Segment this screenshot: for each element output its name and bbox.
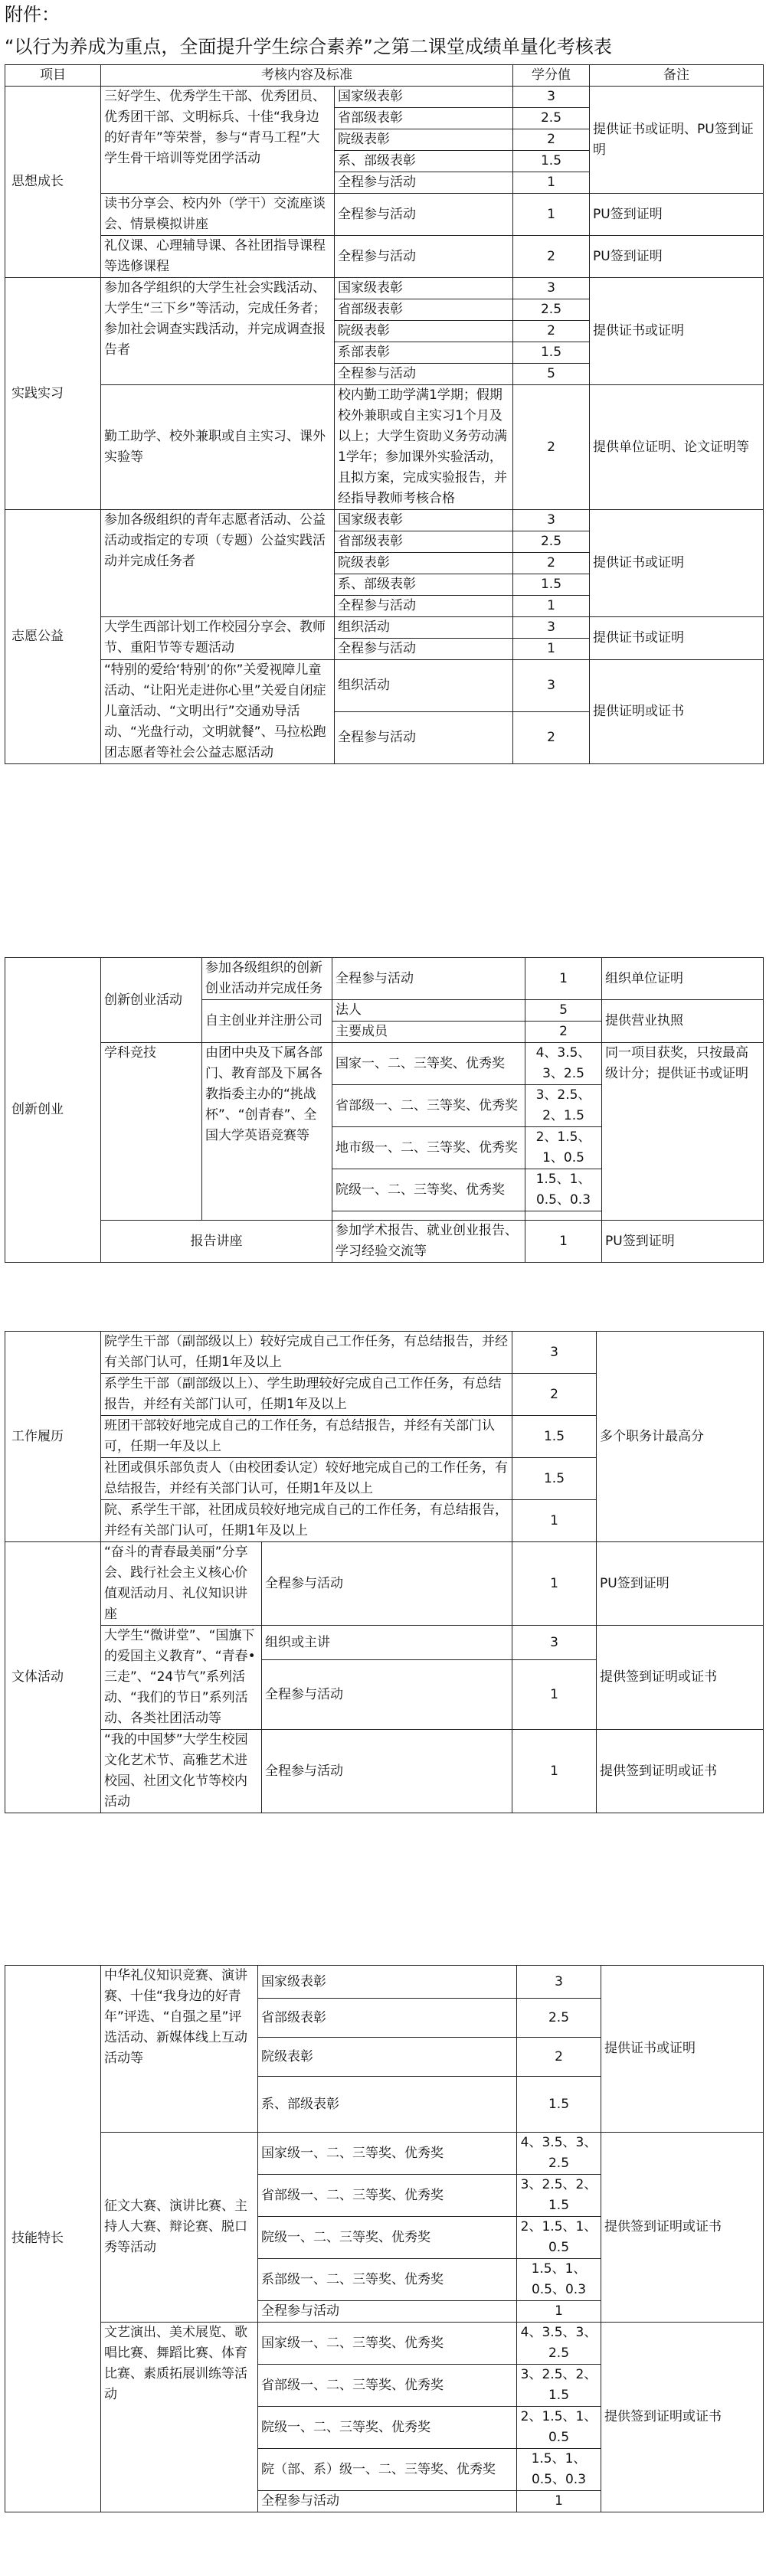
level-cell: 组织活动: [335, 617, 513, 639]
note-cell: 提供证明或证书: [590, 660, 764, 764]
assessment-table-part-3: [5, 1331, 764, 1813]
credit-cell: 1.5: [513, 151, 590, 172]
level-cell: 组织活动: [335, 660, 513, 712]
table-row: [5, 87, 764, 108]
category-shijian: 实践实习: [5, 278, 101, 510]
content-cell: 中华礼仪知识竞赛、演讲赛、十佳“我身边的好青年”评选、“自强之星”评选活动、新媒体线上互动活动等: [101, 1966, 258, 2133]
note-cell: 多个职务计最高分: [597, 1332, 764, 1542]
header-note: 备注: [590, 65, 764, 87]
level-cell: 法人: [332, 1000, 525, 1022]
content-cell: “我的中国梦”大学生校园文化艺术节、高雅艺术进校园、社团文化节等校内活动: [101, 1730, 262, 1813]
credit-cell: 1.5: [513, 342, 590, 364]
credit-cell: 1: [512, 1730, 597, 1813]
credit-cell: 1: [513, 172, 590, 194]
content-cell: 社团或俱乐部负责人（由校团委认定）较好地完成自己的工作任务，有总结报告，并经有关部门认可，任期1年及以上: [101, 1458, 512, 1500]
table-row: [5, 660, 764, 712]
level-cell: 国家级一、二、三等奖、优秀奖: [258, 2133, 517, 2175]
content-cell: 读书分享会、校内外（学干）交流座谈会、情景模拟讲座: [101, 194, 335, 236]
content-cell: 由团中央及下属各部门、教育部及下属各教指委主办的“挑战杯”、“创青春”、全国大学英语竞赛等: [202, 1043, 332, 1221]
level-cell: 系、部级表彰: [335, 574, 513, 596]
content-cell: 班团干部较好地完成自己的工作任务，有总结报告，并经有关部门认可，任期一年及以上: [101, 1416, 512, 1458]
credit-cell: 3: [513, 87, 590, 108]
content-cell: 院、系学生干部，社团成员较好地完成自己的工作任务，有总结报告，并经有关部门认可，任期1年及以上: [101, 1500, 512, 1542]
credit-cell: 3: [517, 1966, 601, 1999]
level-cell: 系、部级表彰: [258, 2077, 517, 2133]
credit-cell: 1.5、1、0.5、0.3: [517, 2449, 601, 2491]
credit-cell: 2.5: [513, 108, 590, 129]
content-cell: 参加各级组织的创新创业活动并完成任务: [202, 958, 332, 1000]
note-cell: 提供签到证明或证书: [601, 2323, 764, 2512]
credit-cell: 1: [525, 1221, 602, 1263]
level-cell: 全程参与活动: [335, 172, 513, 194]
table-row: [5, 617, 764, 639]
content-cell: 大学生西部计划工作校园分享会、教师节、重阳节等专题活动: [101, 617, 335, 660]
level-cell: 参加学术报告、就业创业报告、学习经验交流等: [332, 1221, 525, 1263]
table-row: [5, 1332, 764, 1374]
credit-cell: 3: [513, 510, 590, 531]
credit-cell: 5: [513, 364, 590, 385]
level-cell: 组织或主讲: [262, 1626, 512, 1660]
level-cell: 系、部级表彰: [335, 151, 513, 172]
note-cell: 组织单位证明: [602, 958, 764, 1000]
assessment-table-part-1: [5, 64, 764, 764]
header-project: 项目: [5, 65, 101, 87]
level-cell: 全程参与活动: [332, 958, 525, 1000]
content-cell: 自主创业并注册公司: [202, 1000, 332, 1043]
note-cell: PU签到证明: [590, 236, 764, 278]
table-row: [5, 1043, 764, 1085]
level-cell: 全程参与活动: [258, 2491, 517, 2512]
level-cell: 省部级一、二、三等奖、优秀奖: [258, 2175, 517, 2217]
credit-cell: 3、2.5、2、1.5: [517, 2175, 601, 2217]
content-cell: 院学生干部（副部级以上）较好完成自己工作任务，有总结报告，并经有关部门认可，任期1年及以上: [101, 1332, 512, 1374]
header-credit: 学分值: [513, 65, 590, 87]
level-cell: 国家级表彰: [258, 1966, 517, 1999]
table-row: [5, 236, 764, 278]
level-cell: 全程参与活动: [335, 596, 513, 617]
note-cell: 提供证书或证明: [601, 1966, 764, 2133]
credit-cell: 4、3.5、3、2.5: [517, 2323, 601, 2365]
note-cell: 提供签到证明或证书: [601, 2133, 764, 2323]
credit-cell-empty: [525, 1211, 602, 1221]
note-cell: PU签到证明: [597, 1542, 764, 1626]
content-cell: 勤工助学、校外兼职或自主实习、课外实验等: [101, 385, 335, 510]
credit-cell: 2.5: [513, 531, 590, 553]
level-cell: 省部级表彰: [335, 531, 513, 553]
level-cell: 院（部、系）级一、二、三等奖、优秀奖: [258, 2449, 517, 2491]
credit-cell: 4、3.5、3、2.5: [517, 2133, 601, 2175]
credit-cell: 2: [513, 553, 590, 574]
level-cell: 全程参与活动: [258, 2301, 517, 2323]
level-cell: 全程参与活动: [335, 364, 513, 385]
credit-cell: 2、1.5、1、0.5: [525, 1127, 602, 1169]
level-cell: 系部表彰: [335, 342, 513, 364]
credit-cell: 1: [512, 1660, 597, 1730]
level-cell: 国家一、二、三等奖、优秀奖: [332, 1043, 525, 1085]
level-cell: 院级表彰: [258, 2038, 517, 2077]
level-cell: 国家级一、二、三等奖、优秀奖: [258, 2323, 517, 2365]
table-row: [5, 1542, 764, 1626]
credit-cell: 3: [512, 1626, 597, 1660]
credit-cell: 4、3.5、3、2.5: [525, 1043, 602, 1085]
credit-cell: 1.5、1、0.5、0.3: [517, 2259, 601, 2301]
credit-cell: 1: [513, 596, 590, 617]
credit-cell: 1: [517, 2491, 601, 2512]
credit-cell: 3: [512, 1332, 597, 1374]
credit-cell: 3、2.5、2、1.5: [525, 1085, 602, 1127]
credit-cell: 2: [513, 129, 590, 151]
level-cell: 国家级表彰: [335, 278, 513, 299]
credit-cell: 2.5: [513, 299, 590, 321]
level-cell: 省部级一、二、三等奖、优秀奖: [258, 2365, 517, 2407]
credit-cell: 1: [512, 1500, 597, 1542]
level-cell: 系部级一、二、三等奖、优秀奖: [258, 2259, 517, 2301]
table-row: [5, 1626, 764, 1660]
content-cell: 礼仪课、心理辅导课、各社团指导课程等选修课程: [101, 236, 335, 278]
header-content: 考核内容及标准: [101, 65, 513, 87]
credit-cell: 2: [513, 236, 590, 278]
credit-cell: 1.5: [517, 2077, 601, 2133]
level-cell: 院级表彰: [335, 321, 513, 342]
category-sixiang: 思想成长: [5, 87, 101, 278]
content-cell: 三好学生、优秀学生干部、优秀团员、优秀团干部、文明标兵、十佳“我身边的好青年”等荣誉，参与“青马工程”大学生骨干培训等党团学活动: [101, 87, 335, 194]
credit-cell: 1.5: [512, 1458, 597, 1500]
credit-cell: 1: [517, 2301, 601, 2323]
table-row: [5, 1966, 764, 1999]
note-cell: 提供证书或证明: [590, 278, 764, 385]
level-cell-empty: [332, 1211, 525, 1221]
table-row: [5, 2323, 764, 2365]
note-cell: 提供单位证明、论文证明等: [590, 385, 764, 510]
table-row: [5, 278, 764, 299]
level-cell: 国家级表彰: [335, 87, 513, 108]
level-cell: 校内勤工助学满1学期；假期校外兼职或自主实习1个月及以上；大学生资助义务劳动满1学年；参加课外实验活动，且拟方案，完成实验报告，并经指导教师考核合格: [335, 385, 513, 510]
credit-cell: 3: [513, 660, 590, 712]
credit-cell: 1: [513, 639, 590, 660]
table-header-row: [5, 65, 764, 87]
annex-label: 附件：: [5, 4, 60, 25]
level-cell: 全程参与活动: [335, 194, 513, 236]
subcategory-cell: 报告讲座: [101, 1221, 332, 1263]
credit-cell: 2: [517, 2038, 601, 2077]
table-row: [5, 510, 764, 531]
note-cell: 提供营业执照: [602, 1000, 764, 1043]
level-cell: 院级一、二、三等奖、优秀奖: [258, 2217, 517, 2259]
level-cell: 主要成员: [332, 1022, 525, 1043]
category-zhiyuan: 志愿公益: [5, 510, 101, 764]
table-row: [5, 385, 764, 510]
credit-cell: 1: [525, 958, 602, 1000]
credit-cell: 2: [513, 321, 590, 342]
credit-cell: 3: [513, 278, 590, 299]
credit-cell: 1.5: [513, 574, 590, 596]
category-chuangxin: 创新创业: [5, 958, 101, 1263]
category-gongzuo: 工作履历: [5, 1332, 101, 1542]
assessment-table-part-4: [5, 1965, 764, 2512]
level-cell: 全程参与活动: [262, 1660, 512, 1730]
level-cell: 全程参与活动: [335, 639, 513, 660]
content-cell: “特别的爱给‘特别’的你”关爱视障儿童活动、“让阳光走进你心里”关爱自闭症儿童活动、“文明出行”交通劝导活动、“光盘行动，文明就餐”、马拉松跑团志愿者等社会公益志愿活动: [101, 660, 335, 764]
note-cell: 提供证书或证明、PU签到证明: [590, 87, 764, 194]
level-cell: 全程参与活动: [262, 1542, 512, 1626]
content-cell: 参加各级组织的青年志愿者活动、公益活动或指定的专项（专题）公益实践活动并完成任务者: [101, 510, 335, 617]
category-wenti: 文体活动: [5, 1542, 101, 1813]
content-cell: 征文大赛、演讲比赛、主持人大赛、辩论赛、脱口秀等活动: [101, 2133, 258, 2323]
level-cell: 地市级一、二、三等奖、优秀奖: [332, 1127, 525, 1169]
note-cell: 提供签到证明或证书: [597, 1626, 764, 1730]
level-cell: 院级表彰: [335, 129, 513, 151]
table-row: [5, 958, 764, 1000]
assessment-table-part-2: [5, 957, 764, 1263]
note-cell: 同一项目获奖，只按最高级计分；提供证书或证明: [602, 1043, 764, 1221]
content-cell: 文艺演出、美术展览、歌唱比赛、舞蹈比赛、体育比赛、素质拓展训练等活动: [101, 2323, 258, 2512]
note-cell: 提供签到证明或证书: [597, 1730, 764, 1813]
subcategory-cell: 学科竞技: [101, 1043, 202, 1221]
note-cell: PU签到证明: [602, 1221, 764, 1263]
level-cell: 院级一、二、三等奖、优秀奖: [332, 1169, 525, 1211]
credit-cell: 2.5: [517, 1999, 601, 2038]
note-cell: 提供证书或证明: [590, 510, 764, 617]
credit-cell: 2、1.5、1、0.5: [517, 2407, 601, 2449]
level-cell: 全程参与活动: [335, 236, 513, 278]
credit-cell: 2: [512, 1374, 597, 1416]
page-title: “以行为养成为重点，全面提升学生综合素养”之第二课堂成绩单量化考核表: [5, 36, 612, 57]
credit-cell: 2: [513, 712, 590, 764]
level-cell: 省部级表彰: [258, 1999, 517, 2038]
level-cell: 国家级表彰: [335, 510, 513, 531]
level-cell: 全程参与活动: [262, 1730, 512, 1813]
credit-cell: 2: [525, 1022, 602, 1043]
credit-cell: 5: [525, 1000, 602, 1022]
note-cell: 提供证书或证明: [590, 617, 764, 660]
table-row: [5, 1221, 764, 1263]
level-cell: 省部级一、二、三等奖、优秀奖: [332, 1085, 525, 1127]
table-row: [5, 194, 764, 236]
content-cell: “奋斗的青春最美丽”分享会、践行社会主义核心价值观活动月、礼仪知识讲座: [101, 1542, 262, 1626]
category-jineng: 技能特长: [5, 1966, 101, 2512]
level-cell: 省部级表彰: [335, 299, 513, 321]
note-cell: PU签到证明: [590, 194, 764, 236]
credit-cell: 1: [512, 1542, 597, 1626]
credit-cell: 3、2.5、2、1.5: [517, 2365, 601, 2407]
credit-cell: 1.5、1、0.5、0.3: [525, 1169, 602, 1211]
credit-cell: 2、1.5、1、0.5: [517, 2217, 601, 2259]
content-cell: 系学生干部（副部级以上）、学生助理较好完成自己工作任务，有总结报告，并经有关部门认可，任期1年及以上: [101, 1374, 512, 1416]
level-cell: 全程参与活动: [335, 712, 513, 764]
table-row: [5, 2133, 764, 2175]
level-cell: 院级表彰: [335, 553, 513, 574]
content-cell: 参加各学组织的大学生社会实践活动、大学生“三下乡”等活动，完成任务者；参加社会调查实践活动，并完成调查报告者: [101, 278, 335, 385]
table-row: [5, 1730, 764, 1813]
level-cell: 院级一、二、三等奖、优秀奖: [258, 2407, 517, 2449]
credit-cell: 2: [513, 385, 590, 510]
content-cell: 大学生“微讲堂”、“国旗下的爱国主义教育”、“青春•三走”、“24节气”系列活动、“我们的节日”系列活动、各类社团活动等: [101, 1626, 262, 1730]
credit-cell: 3: [513, 617, 590, 639]
credit-cell: 1.5: [512, 1416, 597, 1458]
subcategory-cell: 创新创业活动: [101, 958, 202, 1043]
credit-cell: 1: [513, 194, 590, 236]
level-cell: 省部级表彰: [335, 108, 513, 129]
